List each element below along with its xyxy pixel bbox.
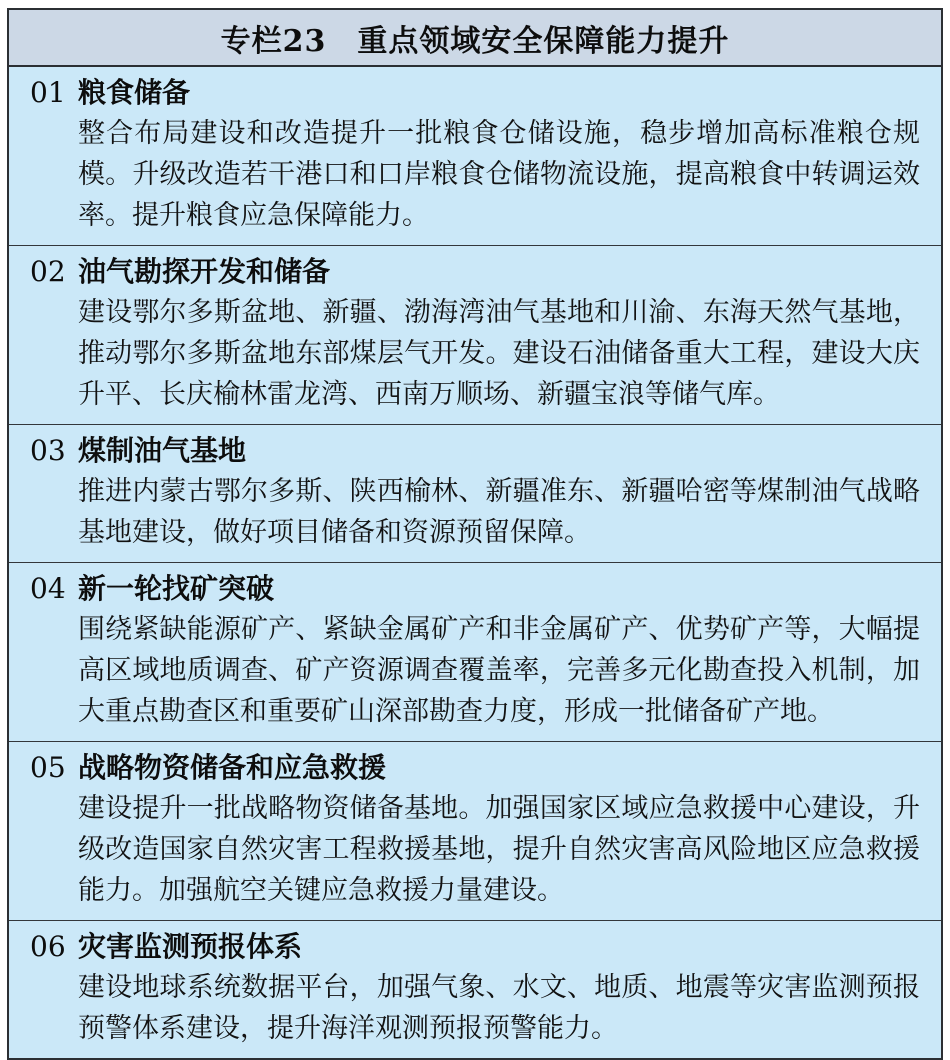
section-title: 战略物资储备和应急救援 xyxy=(78,751,387,784)
section-title: 粮食储备 xyxy=(78,76,191,109)
column-box xyxy=(7,8,943,1060)
section-number: 04 xyxy=(30,572,66,605)
section-number: 06 xyxy=(30,930,66,963)
section-heading xyxy=(30,928,920,965)
section-heading xyxy=(30,253,920,290)
section-heading xyxy=(30,570,920,607)
section-title: 油气勘探开发和储备 xyxy=(78,255,331,288)
section-body-text: 建设地球系统数据平台，加强气象、水文、地质、地震等灾害监测预报预警体系建设，提升海洋观测预报预警能力。 xyxy=(78,972,920,1044)
section-body-text: 建设提升一批战略物资储备基地。加强国家区域应急救援中心建设，升级改造国家自然灾害工程救援基地，提升自然灾害高风险地区应急救援能力。加强航空关键应急救援力量建设。 xyxy=(78,793,920,906)
section-number: 01 xyxy=(30,76,66,109)
section-05 xyxy=(9,741,941,920)
section-number: 02 xyxy=(30,255,66,288)
section-heading xyxy=(30,749,920,786)
section-title: 煤制油气基地 xyxy=(78,434,247,467)
section-title: 新一轮找矿突破 xyxy=(78,572,275,605)
section-body-text: 整合布局建设和改造提升一批粮食仓储设施，稳步增加高标准粮仓规模。升级改造若干港口和口岸粮食仓储物流设施，提高粮食中转调运效率。提升粮食应急保障能力。 xyxy=(78,118,920,231)
section-heading xyxy=(30,74,920,111)
section-06 xyxy=(9,920,941,1058)
section-number: 05 xyxy=(30,751,66,784)
section-body-text: 围绕紧缺能源矿产、紧缺金属矿产和非金属矿产、优势矿产等，大幅提高区域地质调查、矿产资源调查覆盖率，完善多元化勘查投入机制，加大重点勘查区和重要矿山深部勘查力度，形成一批储备矿产地。 xyxy=(78,614,920,727)
column-box-body xyxy=(9,67,941,1058)
section-title: 灾害监测预报体系 xyxy=(78,930,303,963)
section-number: 03 xyxy=(30,434,66,467)
section-01 xyxy=(9,67,941,245)
section-body-text: 推进内蒙古鄂尔多斯、陕西榆林、新疆准东、新疆哈密等煤制油气战略基地建设，做好项目储备和资源预留保障。 xyxy=(78,476,920,548)
section-03 xyxy=(9,424,941,562)
column-box-header xyxy=(9,10,941,67)
section-02 xyxy=(9,245,941,424)
column-box-title: 专栏23 重点领域安全保障能力提升 xyxy=(220,23,730,59)
section-04 xyxy=(9,562,941,741)
section-heading xyxy=(30,432,920,469)
section-body-text: 建设鄂尔多斯盆地、新疆、渤海湾油气基地和川渝、东海天然气基地，推动鄂尔多斯盆地东部煤层气开发。建设石油储备重大工程，建设大庆升平、长庆榆林雷龙湾、西南万顺场、新疆宝浪等储气库。 xyxy=(78,297,920,410)
